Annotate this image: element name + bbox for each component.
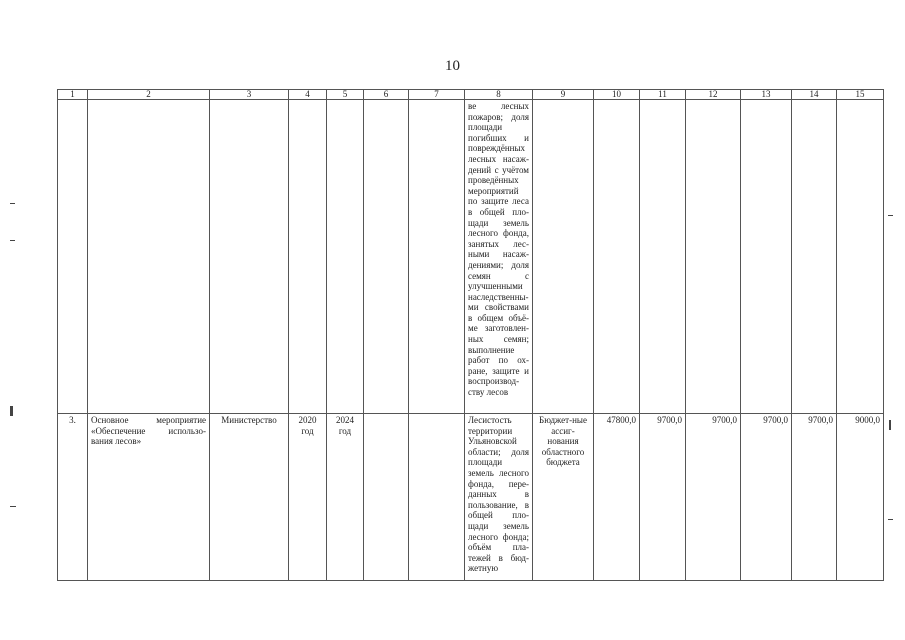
table-row-continued [58,100,884,414]
scan-mark [888,215,893,216]
scan-mark [10,203,15,204]
row-number: 3. [58,414,88,581]
header-cell: 3 [210,90,289,100]
amount-2020: 9700,0 [640,414,686,581]
col6 [364,414,409,581]
page-number: 10 [445,58,460,74]
event-name: Основное мероприятие «Обеспечение использо-вания лесов» [88,414,210,581]
header-cell: 6 [364,90,409,100]
executor: Министерство [210,414,289,581]
scan-mark [888,519,893,520]
amount-2024: 9000,0 [837,414,884,581]
header-cell: 9 [533,90,594,100]
program-table [57,89,884,581]
header-cell: 4 [289,90,327,100]
header-cell: 8 [465,90,533,100]
total-amount: 47800,0 [594,414,640,581]
year-end: 2024 год [327,414,364,581]
header-cell: 10 [594,90,640,100]
header-cell: 5 [327,90,364,100]
header-cell: 1 [58,90,88,100]
scan-mark [10,240,15,241]
scan-mark [889,420,891,430]
header-cell: 11 [640,90,686,100]
col7 [409,414,465,581]
indicators-cell: Лесистость территории Ульяновской области; доля площади земель лесного фонда, пере-данных в пользование, в общей пло-щади земель лесного фонда; объём пла-тежей в бюд-жетную [465,414,533,581]
table-row-3 [58,414,884,581]
amount-2021: 9700,0 [686,414,741,581]
scan-mark [10,506,16,507]
header-cell: 12 [686,90,741,100]
amount-2022: 9700,0 [741,414,792,581]
header-cell: 15 [837,90,884,100]
header-row [58,90,884,100]
indicators-cell: ве лесных пожаров; доля площади погибших и повреждённых лесных насаж-дений с учётом проведённых мероприятий по защите леса в общей пло-щади земель лесного фонда, занятых лес-ными насаж-дениями; доля семян с улучшенными наследственны-ми свойствами в общем объё-ме заготовлен-ных семян; выполнение работ по ох-ране, защите и воспроизвод-ству лесов [465,100,533,414]
scan-mark [10,406,13,416]
header-cell: 2 [88,90,210,100]
year-start: 2020 год [289,414,327,581]
funding-source: Бюджет-ные ассиг-нования областного бюджета [533,414,594,581]
header-cell: 14 [792,90,837,100]
amount-2023: 9700,0 [792,414,837,581]
header-cell: 7 [409,90,465,100]
header-cell: 13 [741,90,792,100]
